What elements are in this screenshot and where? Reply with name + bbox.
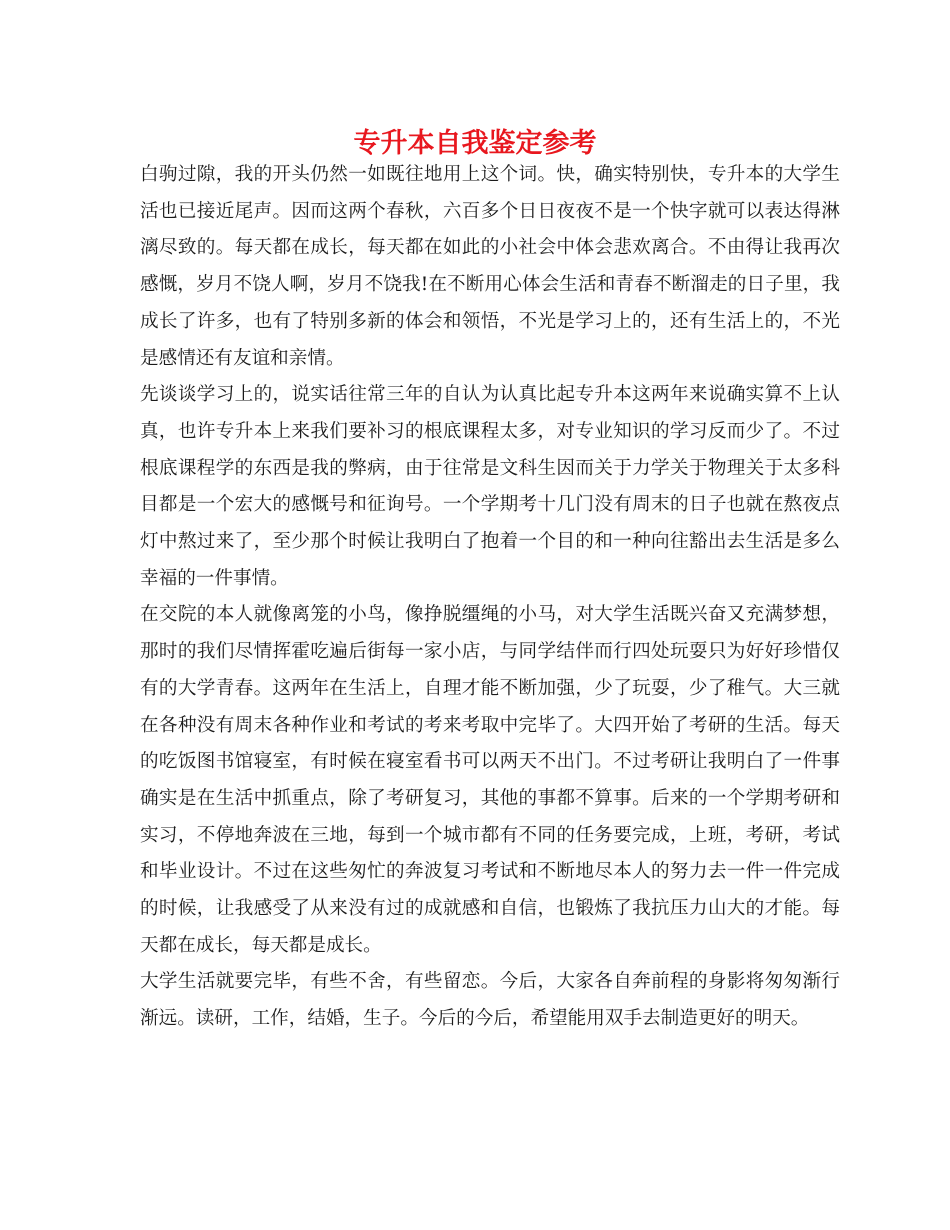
paragraph-intro: 白驹过隙，我的开头仍然一如既往地用上这个词。快，确实特别快，专升本的大学生活也已接近尾声。因而这两个春秋，六百多个日日夜夜不是一个快字就可以表达得淋漓尽致的。每天都在成长，每天都在如此的小社会中体会悲欢离合。不由得让我再次感慨，岁月不饶人啊，岁月不饶我!在不断用心体会生活和青春不断溜走的日子里，我成长了许多，也有了特别多新的体会和领悟，不光是学习上的，还有生活上的，不光是感情还有友谊和亲情。 (140, 164, 840, 369)
paragraph-life: 在交院的本人就像离笼的小鸟，像挣脱缰绳的小马，对大学生活既兴奋又充满梦想，那时的我们尽情挥霍吃遍后街每一家小店，与同学结伴而行四处玩耍只为好好珍惜仅有的大学青春。这两年在生活上，自理才能不断加强，少了玩耍，少了稚气。大三就在各种没有周末各种作业和考试的考来考取中完毕了。大四开始了考研的生活。每天的吃饭图书馆寝室，有时候在寝室看书可以两天不出门。不过考研让我明白了一件事确实是在生活中抓重点，除了考研复习，其他的事都不算事。后来的一个学期考研和实习，不停地奔波在三地，每到一个城市都有不同的任务要完成，上班，考研，考试和毕业设计。不过在这些匆忙的奔波复习考试和不断地尽本人的努力去一件一件完成的时候，让我感受了从来没有过的成就感和自信，也锻炼了我抗压力山大的才能。每天都在成长，每天都是成长。 (140, 604, 840, 956)
paragraph-study: 先谈谈学习上的，说实话往常三年的自认为认真比起专升本这两年来说确实算不上认真，也许专升本上来我们要补习的根底课程太多，对专业知识的学习反而少了。不过根底课程学的东西是我的弊病，由于往常是文科生因而关于力学关于物理关于太多科目都是一个宏大的感慨号和征询号。一个学期考十几门没有周末的日子也就在熬夜点灯中熬过来了，至少那个时候让我明白了抱着一个目的和一种向往豁出去生活是多么幸福的一件事情。 (140, 384, 840, 589)
document-title: 专升本自我鉴定参考 (353, 128, 597, 159)
document-body (140, 157, 840, 1038)
paragraph-conclusion: 大学生活就要完毕，有些不舍，有些留恋。今后，大家各自奔前程的身影将匆匆渐行渐远。读研，工作，结婚，生子。今后的今后，希望能用双手去制造更好的明天。 (140, 971, 840, 1030)
